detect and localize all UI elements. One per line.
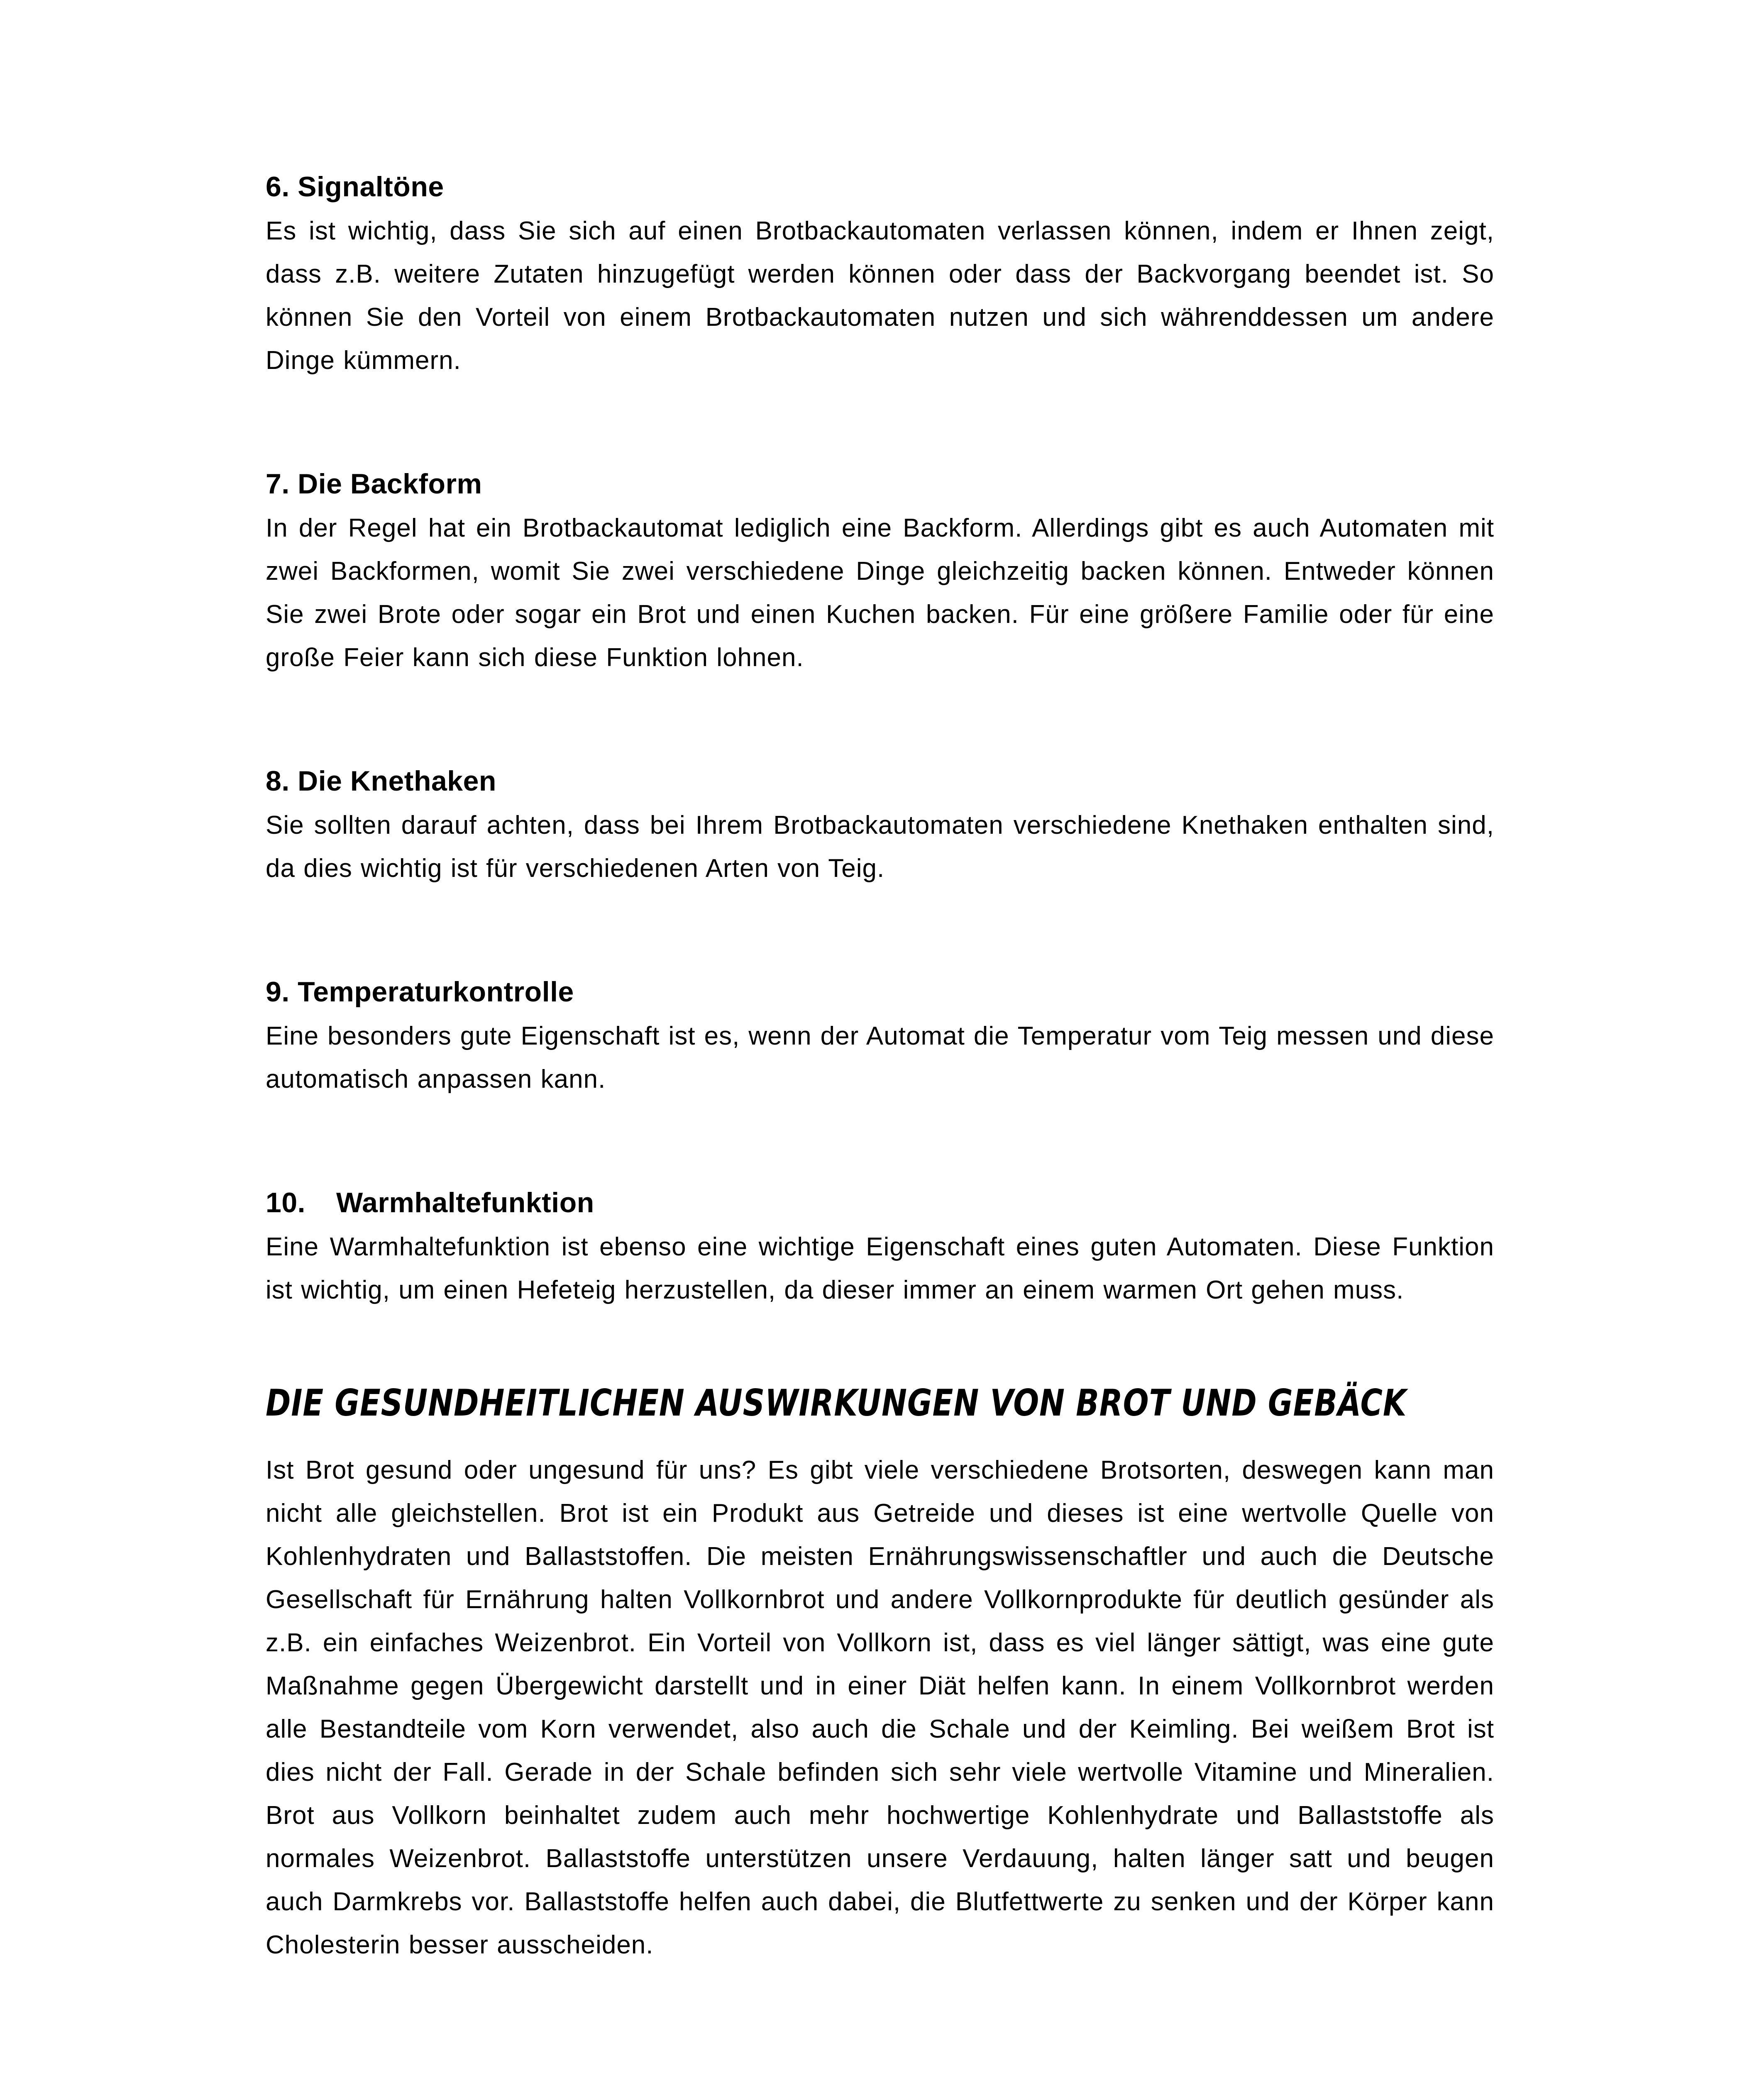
section-title: Temperaturkontrolle bbox=[298, 976, 574, 1008]
section-text: In der Regel hat ein Brotbackautomat lediglich eine Backform. Allerdings gibt es auch Automaten mit zwei Backformen, womit Sie zwei verschiedene Dinge gleichzeitig backen können. Entweder können Sie zwei Brote oder sogar ein Brot und einen Kuchen backen. Für eine größere Familie oder für eine große Feier kann sich diese Funktion lohnen. bbox=[266, 514, 1494, 672]
section-warmhaltefunktion bbox=[266, 1180, 1494, 1312]
section-number: 8. bbox=[266, 765, 290, 797]
section-text: Eine Warmhaltefunktion ist ebenso eine wichtige Eigenschaft eines guten Automaten. Diese Funktion ist wichtig, um einen Hefeteig herzustellen, da dieser immer an einem warmen Ort gehen muss. bbox=[266, 1233, 1494, 1304]
section-backform bbox=[266, 461, 1494, 679]
section-number: 10. bbox=[266, 1187, 306, 1218]
section-title: Die Backform bbox=[298, 468, 482, 500]
section-title: Signaltöne bbox=[298, 171, 444, 203]
section-heading bbox=[266, 1180, 1494, 1225]
section-title: Warmhaltefunktion bbox=[336, 1187, 594, 1218]
section-heading bbox=[266, 164, 1494, 210]
section-title: Die Knethaken bbox=[298, 765, 496, 797]
section-signaltoene bbox=[266, 164, 1494, 382]
section-text: Eine besonders gute Eigenschaft ist es, wenn der Automat die Temperatur vom Teig messen und diese automatisch anpassen kann. bbox=[266, 1022, 1494, 1094]
section-number: 9. bbox=[266, 976, 290, 1008]
section-text: Sie sollten darauf achten, dass bei Ihrem Brotbackautomaten verschiedene Knethaken enthalten sind, da dies wichtig ist für verschiedenen Arten von Teig. bbox=[266, 811, 1494, 883]
section-text: Es ist wichtig, dass Sie sich auf einen Brotbackautomaten verlassen können, indem er Ihnen zeigt, dass z.B. weitere Zutaten hinzugefügt werden können oder dass der Backvorgang beendet ist. So können Sie den Vorteil von einem Brotbackautomaten nutzen und sich währenddessen um andere Dinge kümmern. bbox=[266, 217, 1494, 375]
section-heading bbox=[266, 461, 1494, 507]
document-page bbox=[266, 164, 1494, 1967]
section-heading bbox=[266, 969, 1494, 1015]
chapter-title: DIE GESUNDHEITLICHEN AUSWIRKUNGEN VON BROT UND GEBÄCK bbox=[266, 1382, 1407, 1424]
section-knethaken bbox=[266, 758, 1494, 890]
section-number: 6. bbox=[266, 171, 290, 203]
chapter-text: Ist Brot gesund oder ungesund für uns? Es gibt viele verschiedene Brotsorten, deswegen kann man nicht alle gleichstellen. Brot ist ein Produkt aus Getreide und dieses ist eine wertvolle Quelle von Kohlenhydraten und Ballaststoffen. Die meisten Ernährungswissenschaftler und auch die Deutsche Gesellschaft für Ernährung halten Vollkornbrot und andere Vollkornprodukte für deutlich gesünder als z.B. ein einfaches Weizenbrot. Ein Vorteil von Vollkorn ist, dass es viel länger sättigt, was eine gute Maßnahme gegen Übergewicht darstellt und in einer Diät helfen kann. In einem Vollkornbrot werden alle Bestandteile vom Korn verwendet, also auch die Schale und der Keimling. Bei weißem Brot ist dies nicht der Fall. Gerade in der Schale befinden sich sehr viele wertvolle Vitamine und Mineralien. Brot aus Vollkorn beinhaltet zudem auch mehr hochwertige Kohlenhydrate und Ballaststoffe als normales Weizenbrot. Ballaststoffe unterstützen unsere Verdauung, halten länger satt und beugen auch Darmkrebs vor. Ballaststoffe helfen auch dabei, die Blutfettwerte zu senken und der Körper kann Cholesterin besser ausscheiden. bbox=[266, 1456, 1494, 1959]
section-temperaturkontrolle bbox=[266, 969, 1494, 1101]
section-heading bbox=[266, 758, 1494, 804]
section-number: 7. bbox=[266, 468, 290, 500]
